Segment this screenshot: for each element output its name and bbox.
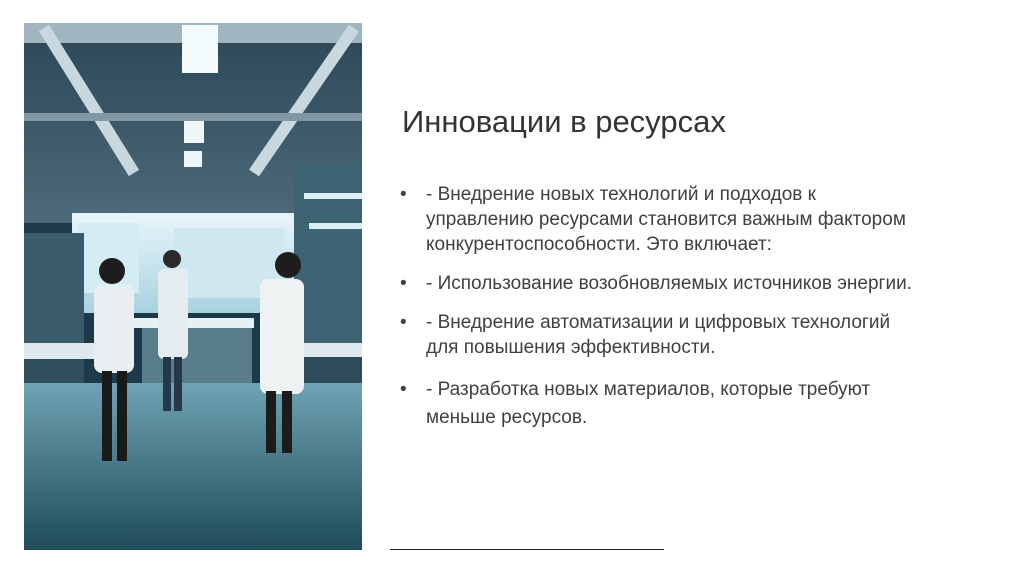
- list-item: [400, 310, 920, 360]
- bullet-marker: •: [400, 273, 407, 294]
- list-item: [400, 182, 920, 257]
- bullet-text: - Внедрение автоматизации и цифровых технологий для повышения эффективности.: [426, 312, 891, 358]
- bullet-text: - Внедрение новых технологий и подходов к управлению ресурсами становится важным фактором конкурентоспособности. Это включает:: [426, 184, 906, 255]
- bullet-marker: •: [400, 312, 407, 333]
- slide-title: Инновации в ресурсах: [402, 104, 726, 139]
- list-item: [400, 376, 920, 432]
- bullet-text: - Использование возобновляемых источников энергии.: [426, 273, 912, 294]
- list-item: [400, 271, 920, 296]
- bullet-list: [400, 182, 920, 432]
- bullet-marker: •: [400, 184, 407, 205]
- bullet-marker: •: [400, 379, 407, 400]
- divider-line: [390, 549, 664, 550]
- bullet-text: - Разработка новых материалов, которые требуют меньше ресурсов.: [426, 379, 871, 428]
- laboratory-photo: [24, 23, 362, 550]
